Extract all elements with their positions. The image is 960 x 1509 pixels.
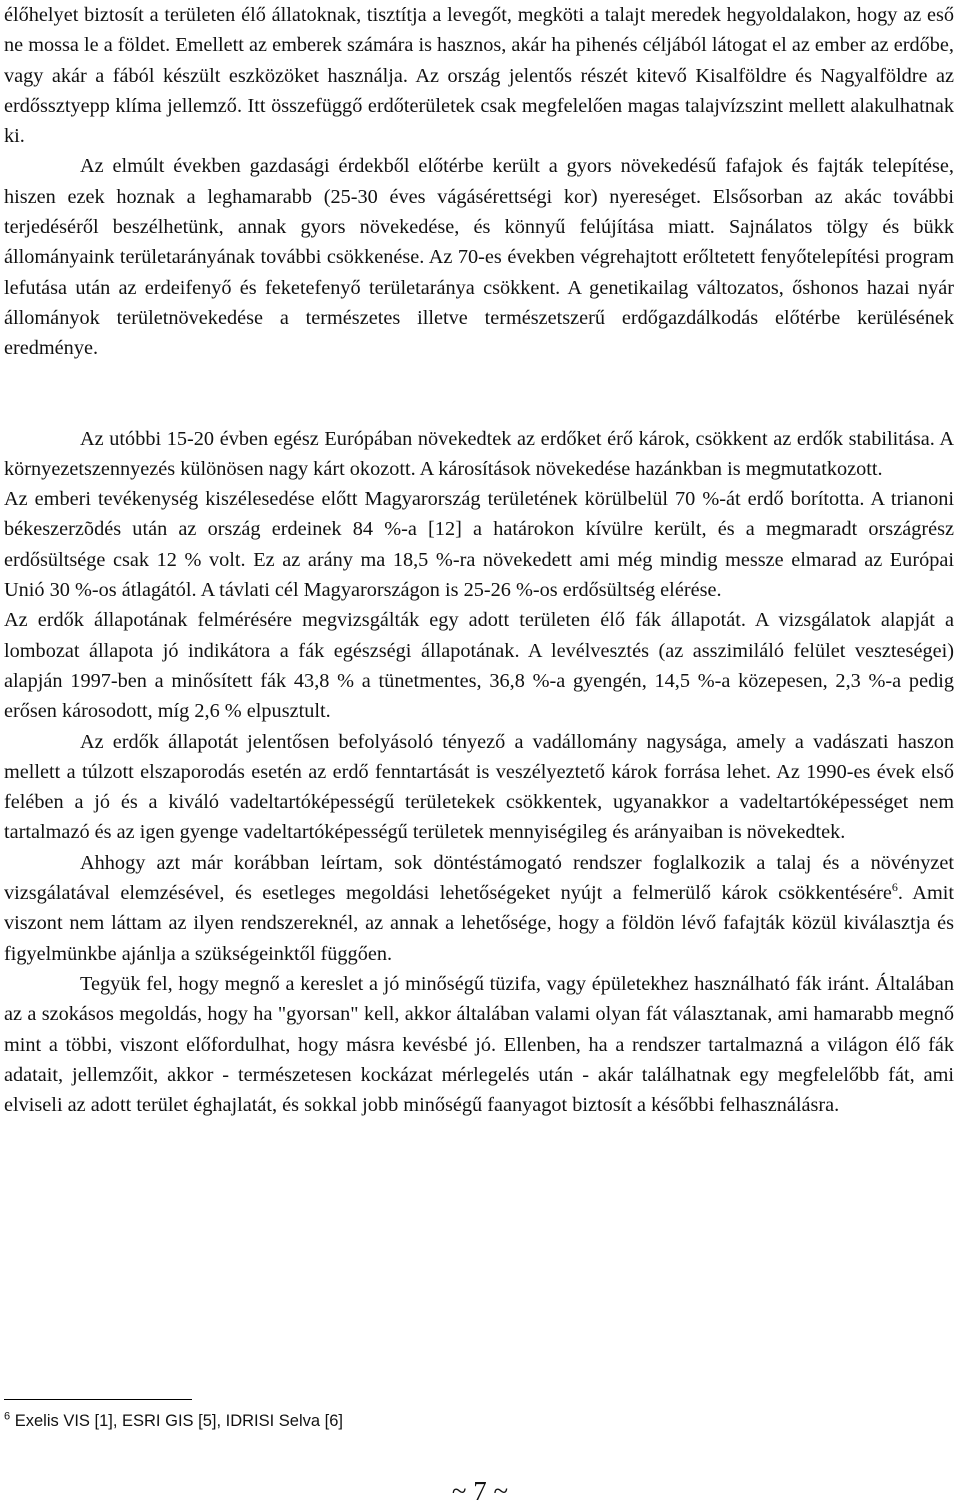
- paragraph-fast-growing-species: Az elmúlt években gazdasági érdekből előtérbe került a gyors növekedésű fafajok és fajták telepítése, hiszen ezek hoznak a leghamarabb (25-30 éves vágásérettségi kor) nyereséget. Elsősorban az akác további terjedéséről beszélhetünk, annak gyors növekedése, és könnyű felújítása miatt. Sajnálatos tölgy és bükk állományaink területarányának további csökkenése. Az 70-es években végrehajtott erőltetett fenyőtelepítési program lefutása után az erdeifenyő és feketefenyő területaránya csökkent. A genetikailag változatos, őshonos hazai nyár állományok területnövekedése a természetes illetve természetszerű erdőgazdálkodás előtérbe kerülésének eredménye.: [4, 155, 954, 360]
- paragraph-habitat: élőhelyet biztosít a területen élő állatoknak, tisztítja a levegőt, megköti a talajt meredek hegyoldalakon, hogy az eső ne mossa le a földet. Emellett az emberek számára is hasznos, akár ha pihenés céljából látogat el az ember az erdőbe, vagy akár a fából készült eszközöket használja. Az ország jelentős részét kitevő Kisalföldre és Nagyalföldre az erdőssztyepp klíma jellemző. Itt összefüggő erdőterületek csak megfelelően magas talajvízszint mellett alakulhatnak ki.: [4, 4, 954, 148]
- paragraph-decision-support-part2: . Amit viszont nem láttam az ilyen rendszereknél, az annak a lehetősége, hogy a földön lévő fafajták közül kiválasztja és figyelmünkbe ajánlja a szükségeinktől függően.: [4, 882, 954, 965]
- paragraph-decision-support: [4, 848, 954, 969]
- footnote: [4, 1412, 343, 1431]
- footnote-separator: [4, 1399, 192, 1400]
- paragraph-timber-demand: Tegyük fel, hogy megnő a kereslet a jó minőségű tüzifa, vagy épületekhez használható fák iránt. Általában az a szokásos megoldás, hogy ha "gyorsan" kell, akkor általában valami olyan fát választanak, ami hamarabb megnő mint a többi, viszont előfordulhat, hogy másra kevésbé jó. Ellenben, ha a rendszer tartalmazná a világon élő fák adatait, jellemzőit, akkor - természetesen kockázat mérlegelés után - akár találhatnak egy megfelelőbb fát, ami elviseli az adott terület éghajlatát, és sokkal jobb minőségű faanyagot biztosít a későbbi felhasználásra.: [4, 972, 954, 1117]
- document-body: [4, 0, 954, 1120]
- paragraph-gap: [4, 364, 954, 424]
- paragraph-forest-health: Az erdők állapotának felmérésére megvizsgálták egy adott területen élő fák állapotát. A vizsgálatok alapját a lombozat állapota jó indikátora a fák egészségi állapotának. A levélvesztés (az asszimiláló felület veszteségei) alapján 1997-ben a minősített fák 43,8 % a tünetmentes, 36,8 %-a gyengén, 14,5 %-a közepesen, 2,3 %-a pedig erősen károsodott, míg 2,6 % elpusztult.: [4, 609, 954, 723]
- paragraph-forest-damage: Az utóbbi 15-20 évben egész Európában növekedtek az erdőket érő károk, csökkent az erdők stabilitása. A környezetszennyezés különösen nagy kárt okozott. A károsítások növekedése hazánkban is megmutatkozott.: [4, 427, 954, 480]
- paragraph-game-population: Az erdők állapotát jelentősen befolyásoló tényező a vadállomány nagysága, amely a vadászati haszon mellett a túlzott elszaporodás esetén az erdő fenntartását is veszélyeztető károk forrása lehet. Az 1990-es évek első felében a jó és a kiváló vadeltartóképességű területekek csökkentek, ugyanakkor a vadeltartóképességet nem tartalmazó és az igen gyenge vadeltartóképességű területek mennyiségileg és arányaiban is növekedtek.: [4, 730, 954, 844]
- footnote-text: Exelis VIS [1], ESRI GIS [5], IDRISI Selva [6]: [14, 1412, 344, 1430]
- footnote-reference: 6: [891, 880, 898, 895]
- paragraph-forest-coverage: Az emberi tevékenység kiszélesedése előtt Magyarország területének körülbelül 70 %-át erdő borította. A trianoni békeszerzõdés után az ország erdeinek 84 %-a [12] a határokon kívülre került, és a megmaradt országrész erdősültsége csak 12 % volt. Ez az arány ma 18,5 %-ra növekedett ami még mindig messze elmarad az Európai Unió 30 %-os átlagától. A távlati cél Magyarországon is 25-26 %-os erdősültség elérése.: [4, 488, 954, 602]
- footnote-marker: 6: [4, 1410, 11, 1423]
- page-number: ~ 7 ~: [451, 1476, 509, 1506]
- paragraph-decision-support-part1: Ahhogy azt már korábban leírtam, sok döntéstámogató rendszer foglalkozik a talaj és a növényzet vizsgálatával elemzésével, és esetleges megoldási lehetőségeket nyújt a felmerülő károk csökkentésére: [4, 851, 954, 905]
